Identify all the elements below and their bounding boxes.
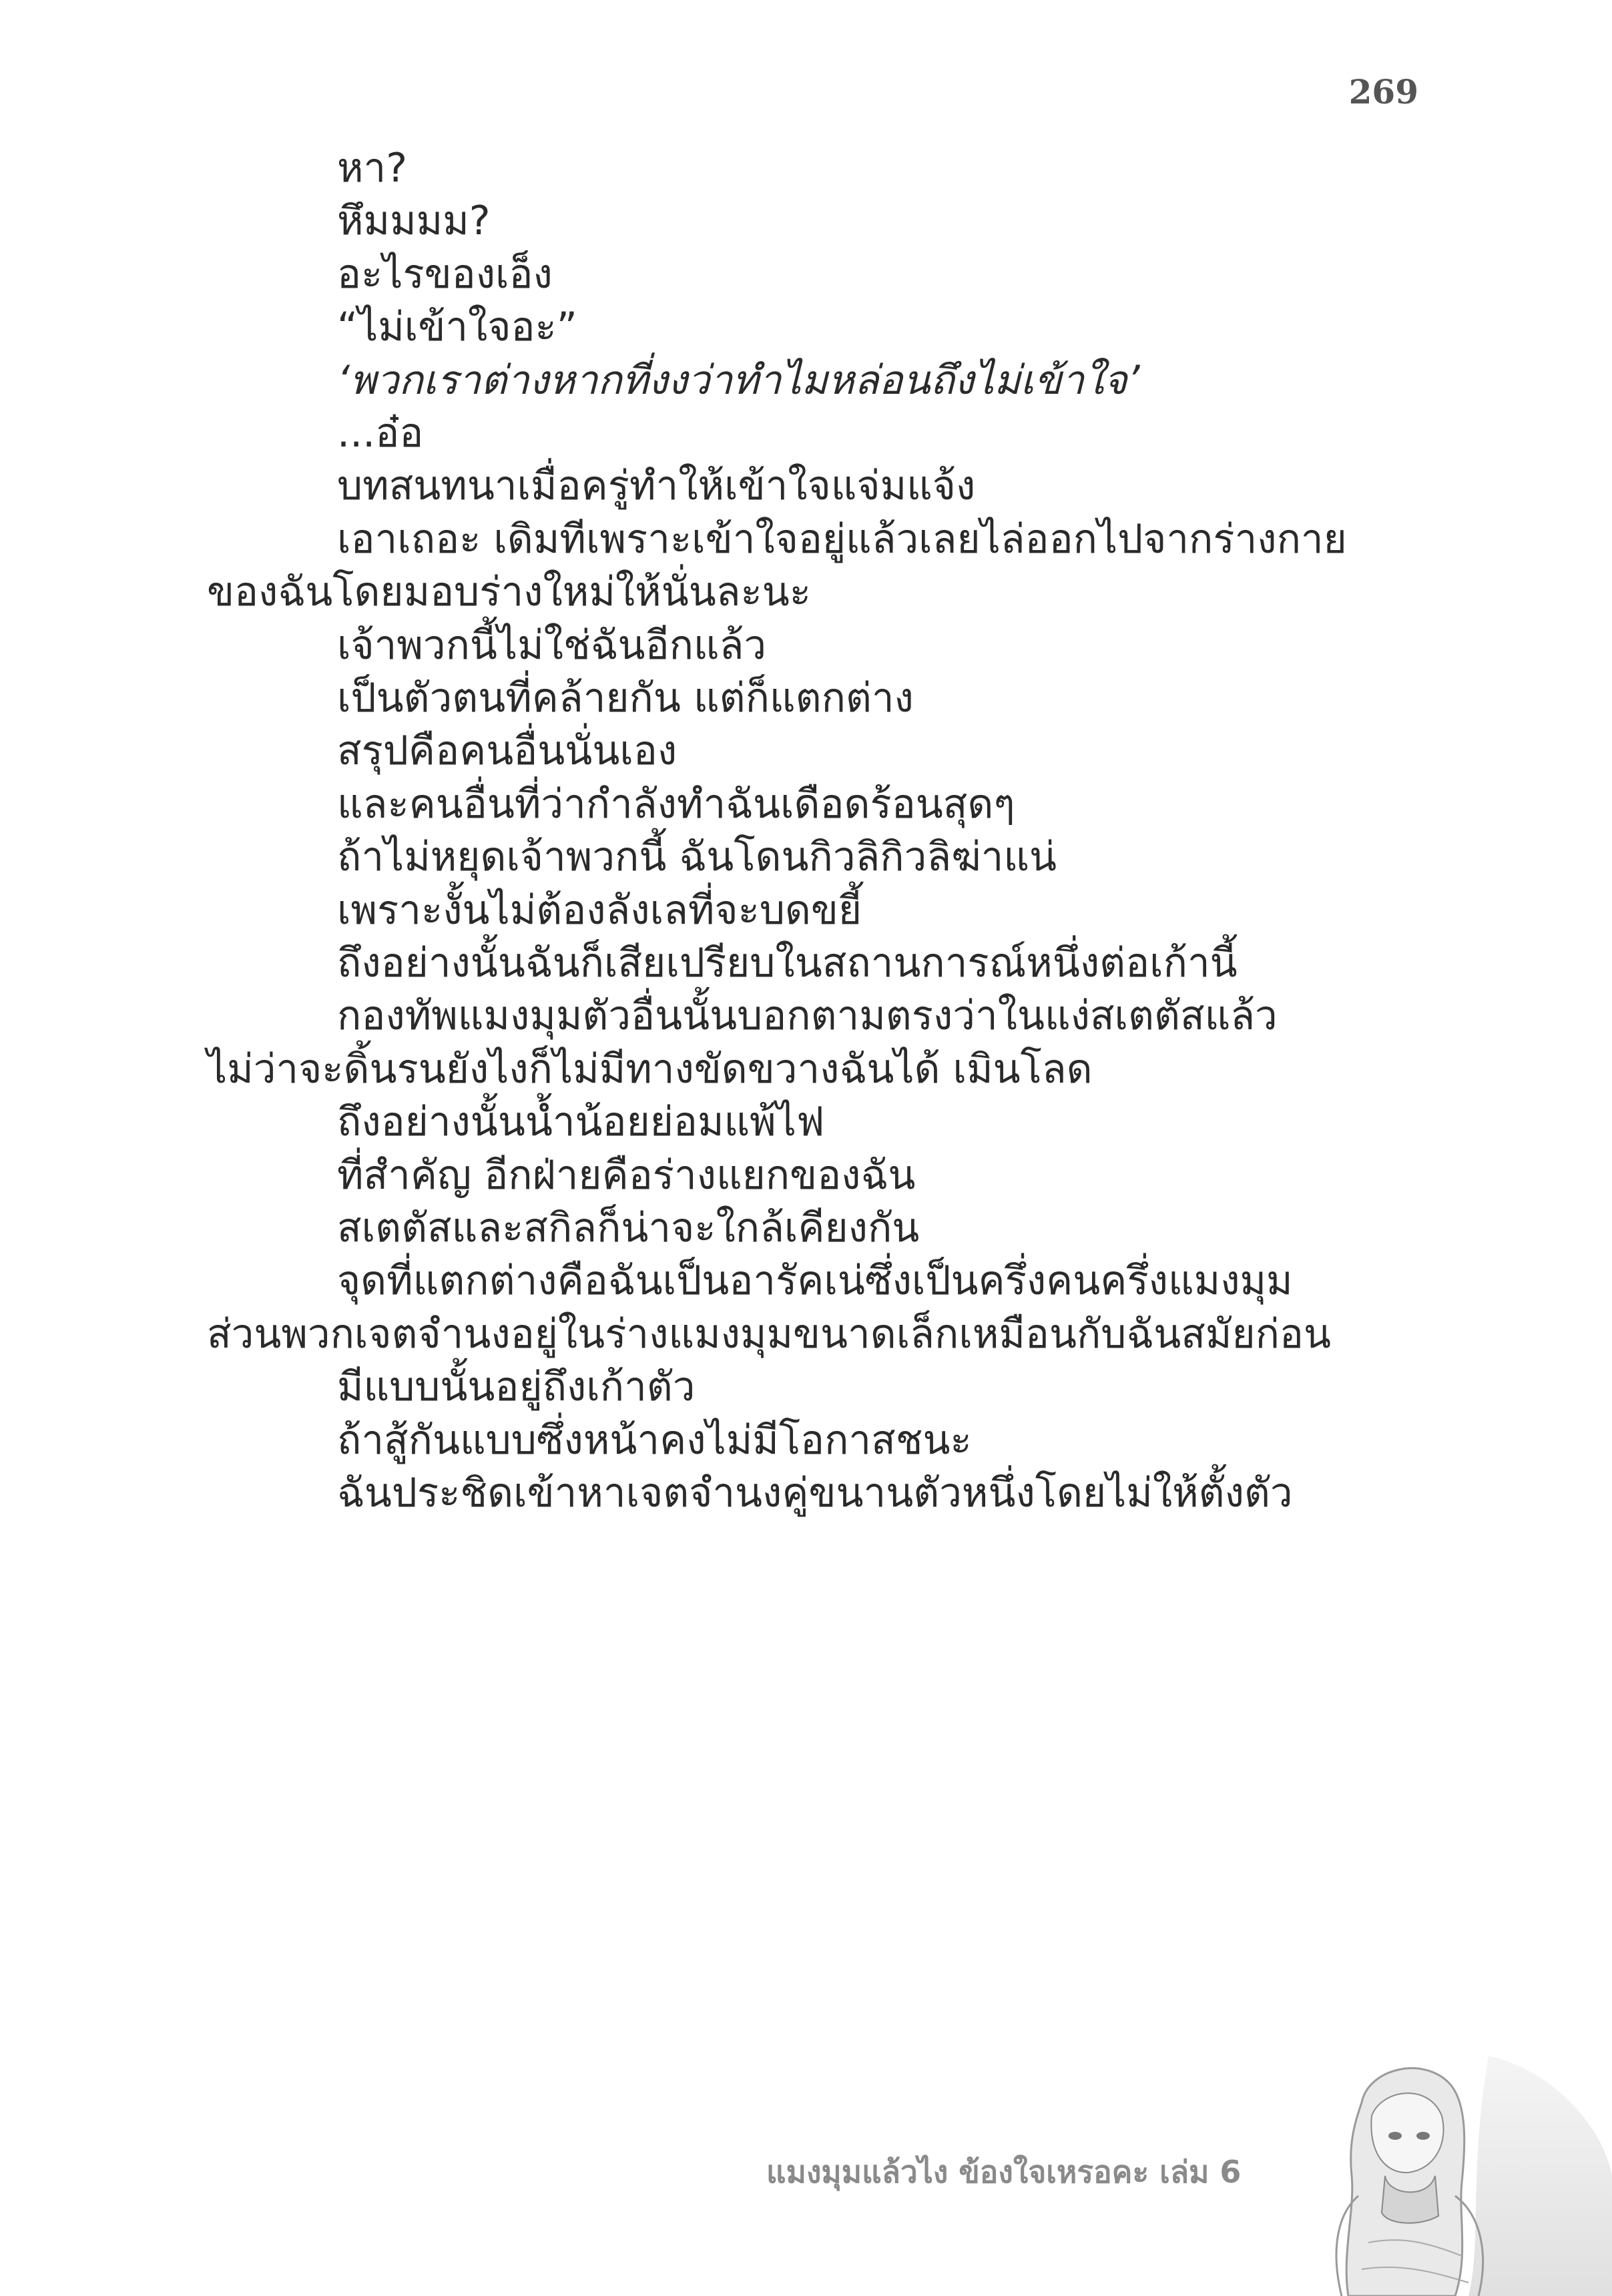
text-line: ...อ๋อ — [337, 410, 424, 457]
text-line: ถ้าไม่หยุดเจ้าพวกนี้ ฉันโดนกิวลิกิวลิฆ่าแน่ — [337, 834, 1057, 880]
text-line: “ไม่เข้าใจอะ” — [337, 304, 577, 350]
character-illustration — [1268, 2042, 1612, 2296]
text-line: เจ้าพวกนี้ไม่ใช่ฉันอีกแล้ว — [337, 622, 767, 669]
text-line: ถึงอย่างนั้นฉันก็เสียเปรียบในสถานการณ์หนึ่งต่อเก้านี้ — [337, 940, 1238, 986]
text-line: สเตตัสและสกิลก็น่าจะใกล้เคียงกัน — [337, 1205, 920, 1251]
text-line: หึมมมม? — [337, 198, 491, 244]
text-line: สรุปคือคนอื่นนั่นเอง — [337, 728, 678, 774]
text-line: ของฉันโดยมอบร่างใหม่ให้นั่นละนะ — [207, 569, 811, 615]
text-line: ที่สำคัญ อีกฝ่ายคือร่างแยกของฉัน — [337, 1152, 916, 1199]
text-line: เป็นตัวตนที่คล้ายกัน แต่ก็แตกต่าง — [337, 675, 914, 722]
text-line: จุดที่แตกต่างคือฉันเป็นอารัคเน่ซึ่งเป็นครึ่งคนครึ่งแมงมุม — [337, 1257, 1293, 1304]
text-line: กองทัพแมงมุมตัวอื่นนั้นบอกตามตรงว่าในแง่สเตตัสแล้ว — [337, 992, 1278, 1039]
text-line: บทสนทนาเมื่อครู่ทำให้เข้าใจแจ่มแจ้ง — [337, 463, 976, 509]
text-line: ถ้าสู้กันแบบซึ่งหน้าคงไม่มีโอกาสชนะ — [337, 1417, 972, 1464]
text-line: ฉันประชิดเข้าหาเจตจำนงคู่ขนานตัวหนึ่งโดยไม่ให้ตั้งตัว — [337, 1470, 1293, 1516]
text-line: และคนอื่นที่ว่ากำลังทำฉันเดือดร้อนสุดๆ — [337, 781, 1015, 828]
text-line: ไม่ว่าจะดิ้นรนยังไงก็ไม่มีทางขัดขวางฉันได้ เมินโลด — [207, 1046, 1093, 1093]
page-number: 269 — [1348, 72, 1418, 111]
text-line: หา? — [337, 145, 408, 192]
text-line: ส่วนพวกเจตจำนงอยู่ในร่างแมงมุมขนาดเล็กเหมือนกับฉันสมัยก่อน — [207, 1311, 1331, 1358]
text-line: เอาเถอะ เดิมทีเพราะเข้าใจอยู่แล้วเลยไล่ออกไปจากร่างกาย — [337, 516, 1347, 563]
text-line: อะไรของเอ็ง — [337, 251, 553, 298]
text-line: เพราะงั้นไม่ต้องลังเลที่จะบดขยี้ — [337, 887, 862, 934]
text-line: ‘พวกเราต่างหากที่งงว่าทำไมหล่อนถึงไม่เข้าใจ’ — [337, 357, 1140, 404]
text-line: มีแบบนั้นอยู่ถึงเก้าตัว — [337, 1364, 696, 1410]
text-line: ถึงอย่างนั้นน้ำน้อยย่อมแพ้ไฟ — [337, 1099, 825, 1145]
footer-book-title: แมงมุมแล้วไง ข้องใจเหรอคะ เล่ม 6 — [766, 2154, 1242, 2190]
